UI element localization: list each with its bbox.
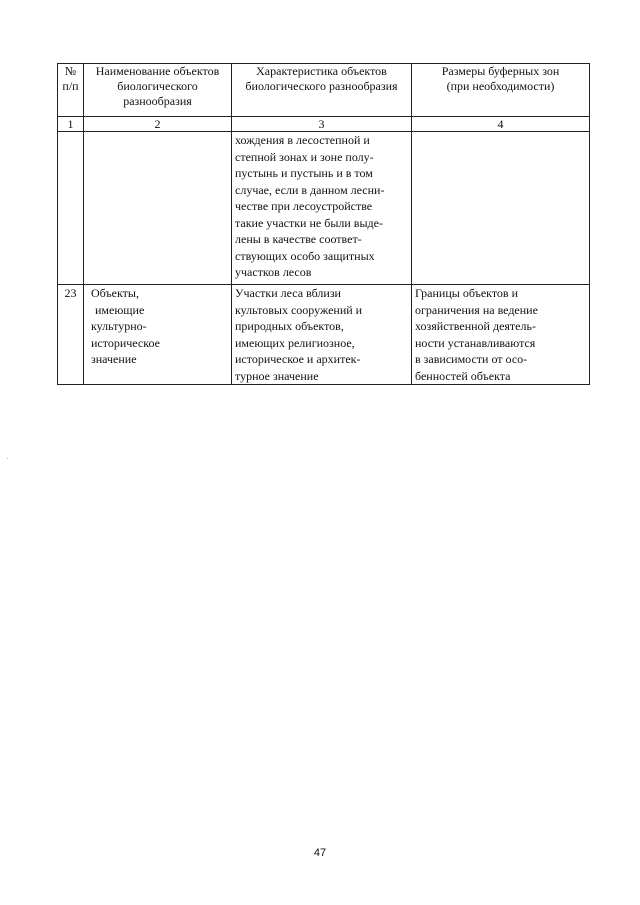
header-line: Характеристика объектов — [256, 64, 387, 78]
cell-line: честве при лесоустройстве — [235, 199, 373, 213]
cell-line: природных объектов, — [235, 319, 344, 333]
table-row — [58, 132, 590, 285]
table-header-row — [58, 64, 590, 117]
cell-line: имеющие — [95, 302, 145, 317]
cell-line: ствующих особо защитных — [235, 248, 375, 263]
biodiversity-objects-table — [57, 63, 590, 385]
cell-line: такие участки не были выде- — [235, 215, 383, 230]
cell-line: случае, если в данном лесни- — [235, 182, 385, 197]
cell-line: пустынь и пустынь и в том — [235, 166, 373, 180]
cell-line: Границы объектов и — [415, 286, 519, 300]
cell-line: значение — [91, 352, 137, 366]
row-number-cell — [58, 132, 84, 285]
header-line: биологического — [117, 79, 198, 93]
header-line: Размеры буферных зон — [441, 64, 560, 78]
cell-line: турное значение — [235, 368, 319, 383]
cell-line: бенностей объекта — [415, 368, 511, 383]
header-object-name — [84, 64, 232, 117]
cell-line: культурно- — [91, 319, 147, 333]
column-number-row — [58, 117, 590, 132]
cell-line: ограничения на ведение — [415, 302, 538, 317]
cell-line: хождения в лесостепной и — [235, 133, 370, 147]
column-number: 3 — [232, 117, 412, 132]
row-characteristic-cell — [232, 285, 412, 385]
cell-line: Объекты, — [91, 286, 139, 300]
cell-line: лены в качестве соответ- — [235, 232, 362, 246]
header-number — [58, 64, 84, 117]
header-line: № — [64, 64, 77, 78]
row-characteristic-cell — [232, 132, 412, 285]
column-number: 1 — [58, 117, 84, 132]
header-line: п/п — [62, 79, 79, 93]
cell-line: имеющих религиозное, — [235, 335, 355, 350]
cell-line: степной зонах и зоне полу- — [235, 149, 374, 164]
column-number: 4 — [412, 117, 590, 132]
scan-speck — [7, 458, 8, 459]
table-row — [58, 285, 590, 385]
header-buffer-size — [412, 64, 590, 117]
cell-line: хозяйственной деятель- — [415, 319, 536, 333]
cell-line: культовых сооружений и — [235, 302, 363, 317]
cell-line: участков лесов — [235, 265, 312, 279]
row-number-cell: 23 — [58, 285, 84, 385]
header-line: Наименование объектов — [95, 64, 220, 78]
header-characteristic — [232, 64, 412, 117]
cell-line: историческое и архитек- — [235, 352, 361, 366]
column-number: 2 — [84, 117, 232, 132]
row-name-cell — [84, 132, 232, 285]
page-number: 47 — [313, 847, 327, 859]
cell-line: ности устанавливаются — [415, 335, 536, 350]
cell-line: Участки леса вблизи — [235, 286, 341, 300]
cell-line: в зависимости от осо- — [415, 352, 528, 366]
row-buffer-cell — [412, 132, 590, 285]
header-line: разнообразия — [123, 94, 192, 108]
header-line: биологического разнообразия — [245, 79, 398, 93]
cell-line: историческое — [91, 335, 160, 350]
header-line: (при необходимости) — [446, 79, 555, 93]
row-buffer-cell — [412, 285, 590, 385]
row-name-cell — [84, 285, 232, 385]
